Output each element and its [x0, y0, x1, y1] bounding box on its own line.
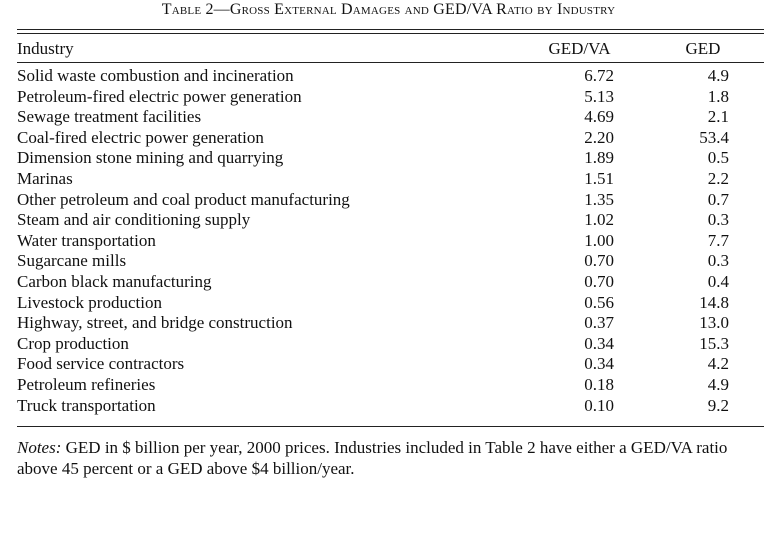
cell-ged-va: 6.72 — [584, 66, 614, 85]
cell-ged-va: 1.51 — [584, 168, 614, 188]
cell-ged-va: 1.02 — [584, 210, 614, 230]
cell-industry: Livestock production — [17, 292, 162, 312]
notes-text: GED in $ billion per year, 2000 prices. Industries included in Table 2 have either a GED/VA ratio above 45 percent or a GED above $4 billion/year. — [17, 438, 728, 478]
cell-ged: 0.7 — [707, 189, 729, 209]
cell-industry: Coal-fired electric power generation — [17, 127, 264, 147]
cell-ged-va: 0.18 — [584, 374, 614, 394]
table-row — [17, 107, 764, 128]
cell-ged: 4.9 — [707, 66, 729, 85]
bottom-rule — [17, 426, 764, 427]
cell-ged-va: 0.70 — [584, 251, 614, 271]
table-row — [17, 190, 764, 211]
cell-industry: Food service contractors — [17, 354, 185, 374]
cell-ged-va: 1.89 — [584, 148, 614, 168]
cell-industry: Water transportation — [17, 230, 156, 250]
cell-industry: Dimension stone mining and quarrying — [17, 148, 284, 168]
cell-ged-va: 5.13 — [584, 86, 614, 106]
cell-ged: 2.1 — [707, 107, 729, 127]
cell-industry: Highway, street, and bridge construction — [17, 313, 293, 333]
cell-ged: 15.3 — [699, 333, 729, 353]
top-rule-outer — [17, 29, 764, 30]
cell-ged: 4.2 — [707, 354, 729, 374]
cell-industry: Other petroleum and coal product manufacturing — [17, 189, 350, 209]
table-row — [17, 293, 764, 314]
table-row — [17, 354, 764, 375]
cell-industry: Solid waste combustion and incineration — [17, 66, 294, 85]
cell-ged: 4.9 — [707, 374, 729, 394]
cell-ged: 0.3 — [707, 210, 729, 230]
cell-industry: Steam and air conditioning supply — [17, 210, 251, 230]
cell-ged-va: 0.37 — [584, 313, 614, 333]
cell-ged: 0.3 — [707, 251, 729, 271]
header-industry: Industry — [17, 39, 74, 58]
header-ged: GED — [685, 39, 721, 58]
cell-industry: Truck transportation — [17, 395, 156, 415]
cell-ged-va: 1.35 — [584, 189, 614, 209]
cell-ged: 2.2 — [707, 168, 729, 188]
cell-ged: 14.8 — [699, 292, 729, 312]
cell-ged: 53.4 — [699, 127, 729, 147]
cell-ged: 7.7 — [707, 230, 729, 250]
cell-ged: 13.0 — [699, 313, 729, 333]
table-row — [17, 334, 764, 355]
cell-ged-va: 0.56 — [584, 292, 614, 312]
table-row — [17, 87, 764, 108]
cell-industry: Petroleum refineries — [17, 374, 156, 394]
cell-industry: Marinas — [17, 168, 73, 188]
top-rule-inner — [17, 33, 764, 34]
table-notes — [17, 437, 767, 479]
cell-ged-va: 0.10 — [584, 395, 614, 415]
cell-ged: 1.8 — [707, 86, 729, 106]
table-body — [17, 66, 764, 416]
table-row — [17, 396, 764, 417]
table-row — [17, 231, 764, 252]
cell-ged: 9.2 — [707, 395, 729, 415]
notes-label: Notes: — [17, 438, 62, 457]
cell-industry: Crop production — [17, 333, 129, 353]
table-row — [17, 251, 764, 272]
cell-ged-va: 0.70 — [584, 271, 614, 291]
table-row — [17, 148, 764, 169]
header-rule — [17, 62, 764, 63]
table-row — [17, 375, 764, 396]
table-title: Table 2—Gross External Damages and GED/VA Ratio by Industry — [161, 1, 616, 18]
cell-ged-va: 2.20 — [584, 127, 614, 147]
cell-industry: Carbon black manufacturing — [17, 271, 212, 291]
cell-industry: Sewage treatment facilities — [17, 107, 202, 127]
cell-ged-va: 1.00 — [584, 230, 614, 250]
cell-ged: 0.5 — [707, 148, 729, 168]
table-row — [17, 128, 764, 149]
table-row — [17, 272, 764, 293]
header-ged-va: GED/VA — [548, 39, 611, 58]
table-row — [17, 66, 764, 87]
table-row — [17, 313, 764, 334]
cell-industry: Petroleum-fired electric power generation — [17, 86, 302, 106]
cell-ged-va: 0.34 — [584, 333, 614, 353]
table-header — [17, 39, 764, 59]
cell-industry: Sugarcane mills — [17, 251, 127, 271]
cell-ged: 0.4 — [707, 271, 729, 291]
cell-ged-va: 0.34 — [584, 354, 614, 374]
table-row — [17, 210, 764, 231]
table-row — [17, 169, 764, 190]
cell-ged-va: 4.69 — [584, 107, 614, 127]
